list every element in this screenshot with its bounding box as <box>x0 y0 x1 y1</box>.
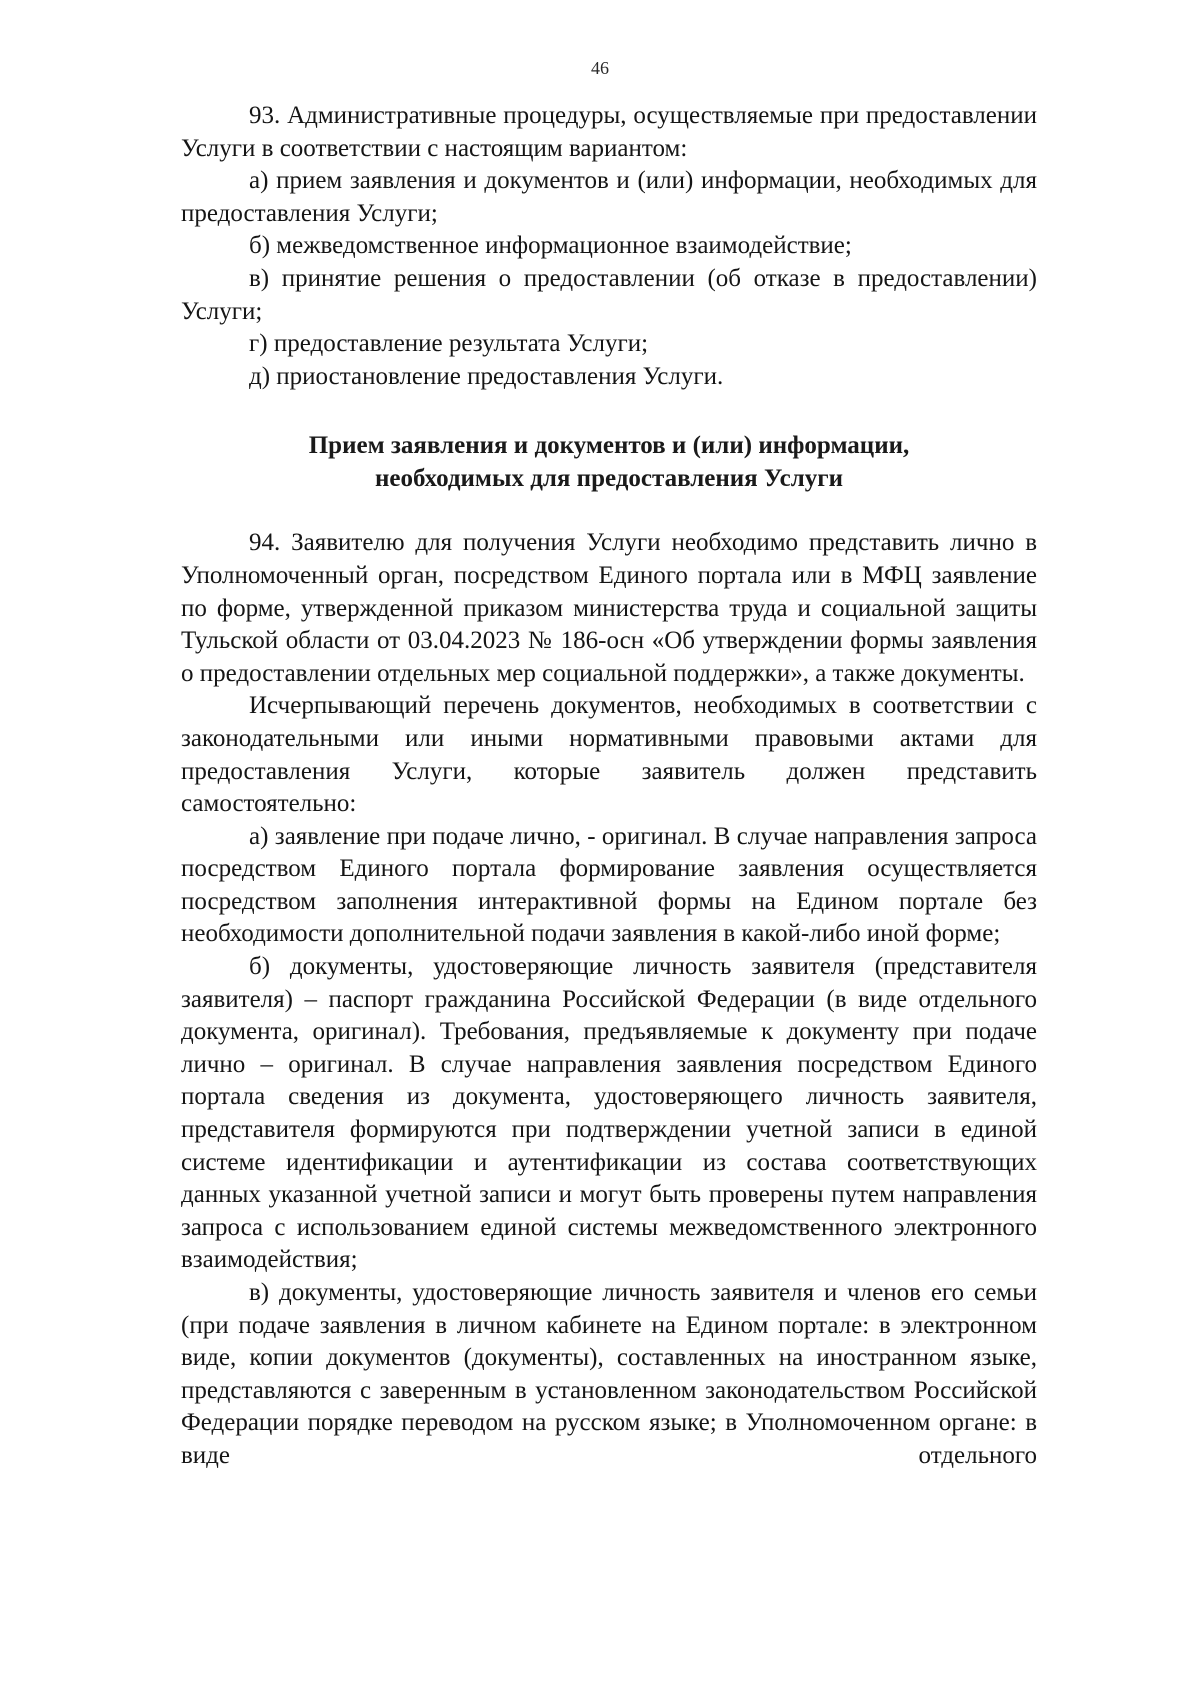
list-item-93-v: в) принятие решения о предоставлении (об отказе в предоставлении) Услуги; <box>181 264 1037 325</box>
list-item-93-g: г) предоставление результата Услуги; <box>249 330 649 358</box>
paragraph-93-intro: 93. Административные процедуры, осуществляемые при предоставлении Услуги в соответствии с настоящим вариантом: <box>181 102 1037 162</box>
list-item-94-a: а) заявление при подаче лично, - оригинал. В случае направления запроса посредством Единого портала формирование заявления осуществляется посредством заполнения интерактивной формы на Едином портале без необходимости дополнительной подачи заявления в какой-либо иной форме; <box>181 822 1037 948</box>
list-item-93-d: д) приостановление предоставления Услуги. <box>249 362 724 390</box>
section-heading-line-2: необходимых для предоставления Услуги <box>375 465 843 493</box>
list-item-93-b: б) межведомственное информационное взаимодействие; <box>249 232 852 260</box>
paragraph-94: 94. Заявителю для получения Услуги необходимо представить лично в Уполномоченный орган, посредством Единого портала или в МФЦ заявление по форме, утвержденной приказом министерства труда и социальной защиты Тульской области от 03.04.2023 № 186-осн «Об утверждении формы заявления о предоставлении отдельных мер социальной поддержки», а также документы. <box>181 529 1037 687</box>
list-item-94-b: б) документы, удостоверяющие личность заявителя (представителя заявителя) – паспорт гражданина Российской Федерации (в виде отдельного документа, оригинал). Требования, предъявляемые к документу при подаче лично – оригинал. В случае направления заявления посредством Единого портала сведения из документа, удостоверяющего личность заявителя, представителя формируются при подтверждении учетной записи в единой системе идентификации и аутентификации из состава соответствующих данных указанной учетной записи и могут быть проверены путем направления запроса с использованием единой системы межведомственного электронного взаимодействия; <box>181 953 1037 1274</box>
list-item-94-v: в) документы, удостоверяющие личность заявителя и членов его семьи (при подаче заявления в личном кабинете на Едином портале: в электронном виде, копии документов (документы), составленных на иностранном языке, представляются с заверенным в установленном законодательством Российской Федерации порядке переводом на русском языке; в Уполномоченном органе: в виде отдельного <box>181 1279 1037 1469</box>
section-heading-line-1: Прием заявления и документов и (или) информации, <box>308 432 910 460</box>
page-number: 46 <box>591 58 609 78</box>
section-heading <box>181 429 1037 495</box>
list-item-93-a: а) прием заявления и документов и (или) информации, необходимых для предоставления Услуги; <box>181 167 1037 227</box>
paragraph-document-list-intro: Исчерпывающий перечень документов, необходимых в соответствии с законодательными или иными нормативными правовыми актами для предоставления Услуги, которые заявитель должен представить самостоятельно: <box>181 692 1037 818</box>
document-body <box>181 100 1037 1473</box>
